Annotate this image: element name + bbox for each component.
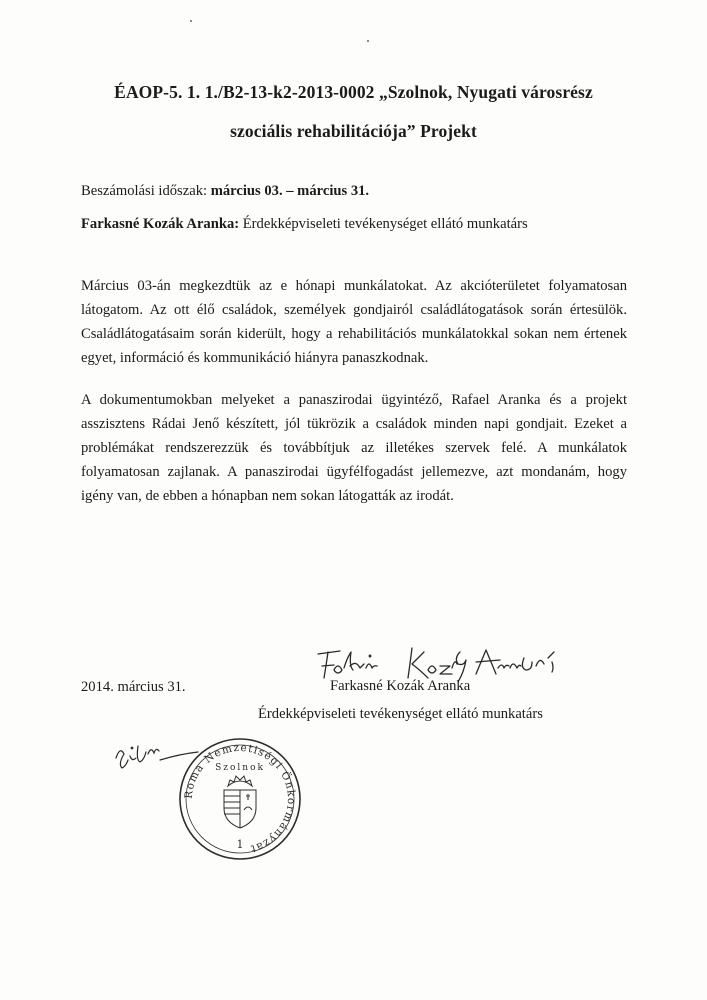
author-line	[81, 216, 528, 233]
document-title-line1: ÉAOP-5. 1. 1./B2-13-k2-2013-0002 „Szolnok, Nyugati városrész	[114, 82, 593, 102]
signature-date: 2014. március 31.	[81, 679, 186, 695]
author-name: Farkasné Kozák Aranka:	[81, 216, 240, 232]
official-stamp	[110, 728, 310, 868]
reporting-period	[81, 183, 369, 200]
author-role: Érdekképviseleti tevékenységet ellátó munkatárs	[242, 216, 528, 232]
stamp-number: 1	[236, 838, 244, 851]
document-title-line2: szociális rehabilitációja” Projekt	[230, 121, 477, 141]
signer-role: Érdekképviseleti tevékenységet ellátó munkatárs	[258, 706, 543, 722]
paragraph-text: Március 03-án megkezdtük az e hónapi munkálatokat. Az akcióterületet folyamatosan látogatom. Az ott élő családok, személyek gondjairól családlátogatások során értesülök. Családlátogatásaim során kiderült, hogy a rehabilitációs munkálatokkal sokan nem értenek egyet, információ és kommunikáció hiányra panaszkodnak.	[81, 278, 627, 366]
report-paragraph-2	[81, 388, 627, 508]
scan-speck	[190, 20, 192, 22]
scan-speck	[367, 40, 369, 42]
stamp-city: Szolnok	[215, 763, 265, 773]
report-paragraph-1	[81, 274, 627, 370]
reporting-period-value: március 03. – március 31.	[210, 183, 370, 199]
hungarian-coat-of-arms-icon	[224, 776, 256, 828]
paragraph-text: A dokumentumokban melyeket a panaszirodai ügyintéző, Rafael Aranka és a projekt asszisztens Rádai Jenő készített, jól tükrözik a családok minden napi gondjait. Ezeket a problémákat rendszerezzük és továbbítjuk az illetékes szervek felé. A munkálatok folyamatosan zajlanak. A panaszirodai ügyfélfogadást jellemezve, azt mondanám, hogy igény van, de ebben a hónapban nem sokan látogatták az irodát.	[81, 392, 627, 504]
signer-name: Farkasné Kozák Aranka	[330, 678, 471, 694]
stamp-ring-text: Roma Nemzetiségi Önkormányzat	[182, 741, 298, 855]
reporting-period-label: Beszámolási időszak:	[81, 183, 208, 199]
